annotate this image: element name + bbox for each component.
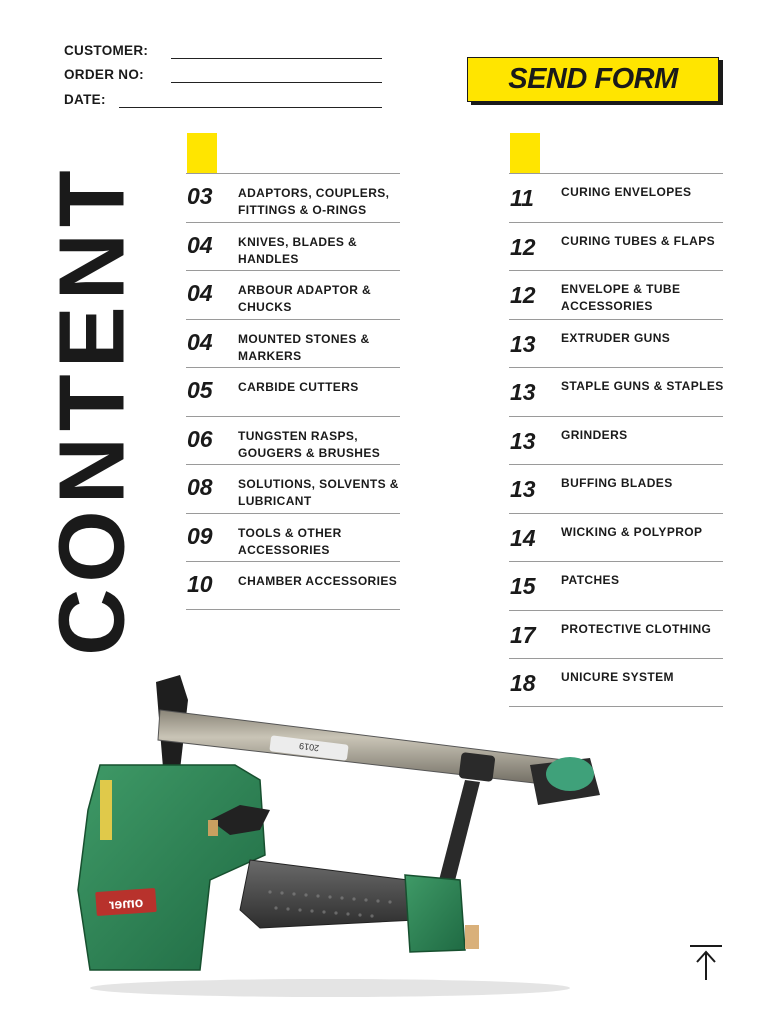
section-title: UNICURE SYSTEM (561, 670, 674, 684)
index-row[interactable] (509, 416, 723, 465)
page-number: 13 (510, 427, 536, 454)
index-row[interactable] (186, 222, 400, 271)
index-row[interactable] (509, 561, 723, 610)
page-number: 14 (510, 524, 536, 551)
page-number: 15 (510, 573, 536, 599)
page-number: 18 (510, 670, 536, 696)
index-row[interactable] (509, 270, 723, 319)
section-title: CURING ENVELOPES (561, 185, 692, 199)
page-number: 06 (187, 425, 213, 452)
section-title: CURING TUBES & FLAPS (561, 233, 716, 248)
index-row[interactable] (509, 173, 723, 222)
section-title: WICKING & POLYPROP (561, 524, 703, 539)
index-row[interactable] (509, 367, 723, 416)
section-title: GRINDERS (561, 427, 628, 442)
page-number: 09 (187, 522, 213, 549)
right-column-marker (510, 133, 540, 173)
right-index-column (509, 173, 723, 707)
staple-gun-image (60, 670, 620, 1000)
section-title: PROTECTIVE CLOTHING (561, 621, 712, 636)
index-row[interactable] (186, 416, 400, 465)
section-title: EXTRUDER GUNS (561, 330, 671, 345)
page-title: CONTENT (39, 164, 144, 656)
page-number: 05 (187, 377, 213, 403)
customer-input-line[interactable] (171, 58, 382, 59)
section-title: SOLUTIONS, SOLVENTS & LUBRICANT (238, 477, 399, 508)
index-row[interactable] (509, 610, 723, 659)
send-form-label: SEND FORM (508, 63, 678, 95)
page-number: 13 (510, 476, 536, 502)
rail-label: 2019 (298, 740, 320, 754)
arrow-up-to-line-icon[interactable] (688, 944, 724, 982)
send-form-button[interactable] (467, 57, 719, 102)
index-row[interactable] (186, 319, 400, 368)
index-row[interactable] (509, 319, 723, 368)
section-title: TOOLS & OTHER ACCESSORIES (238, 525, 342, 557)
page-number: 13 (510, 330, 536, 357)
section-title: CHAMBER ACCESSORIES (238, 574, 398, 588)
page-number: 12 (510, 282, 536, 308)
index-row[interactable] (186, 513, 400, 562)
date-field (64, 92, 106, 107)
page-number: 04 (187, 328, 213, 355)
page-number: 04 (187, 280, 213, 306)
page-number: 12 (510, 233, 536, 260)
left-column-marker (187, 133, 217, 173)
section-title: TUNGSTEN RASPS, GOUGERS & BRUSHES (238, 428, 381, 460)
order-number-label: ORDER NO: (64, 67, 144, 82)
brand-label: omer (108, 893, 144, 913)
index-row[interactable] (186, 464, 400, 513)
index-row[interactable] (509, 513, 723, 562)
order-number-field (64, 67, 144, 82)
page-number: 11 (510, 185, 534, 211)
index-row[interactable] (186, 270, 400, 319)
customer-field (64, 43, 148, 58)
order-number-input-line[interactable] (171, 82, 382, 83)
index-row[interactable] (509, 464, 723, 513)
index-row[interactable] (186, 173, 400, 222)
index-row[interactable] (509, 222, 723, 271)
index-row[interactable] (186, 561, 400, 610)
page-number: 04 (187, 231, 213, 258)
section-title: MOUNTED STONES & MARKERS (238, 331, 370, 363)
date-label: DATE: (64, 92, 106, 107)
index-row[interactable] (186, 367, 400, 416)
left-index-column (186, 173, 400, 610)
section-title: ADAPTORS, COUPLERS, FITTINGS & O-RINGS (238, 186, 390, 217)
section-title: CARBIDE CUTTERS (238, 380, 359, 394)
page-number: 08 (187, 474, 213, 500)
date-input-line[interactable] (119, 107, 382, 108)
section-title: STAPLE GUNS & STAPLES (561, 379, 724, 393)
section-title: PATCHES (561, 573, 620, 587)
section-title: ARBOUR ADAPTOR & CHUCKS (238, 283, 372, 314)
page-number: 10 (187, 571, 213, 597)
page-number: 17 (510, 621, 536, 648)
section-title: BUFFING BLADES (561, 476, 673, 490)
section-title: ENVELOPE & TUBE ACCESSORIES (561, 282, 681, 313)
section-title: KNIVES, BLADES & HANDLES (238, 234, 358, 266)
customer-label: CUSTOMER: (64, 43, 149, 58)
page-number: 13 (510, 379, 536, 405)
page-number: 03 (187, 183, 213, 209)
